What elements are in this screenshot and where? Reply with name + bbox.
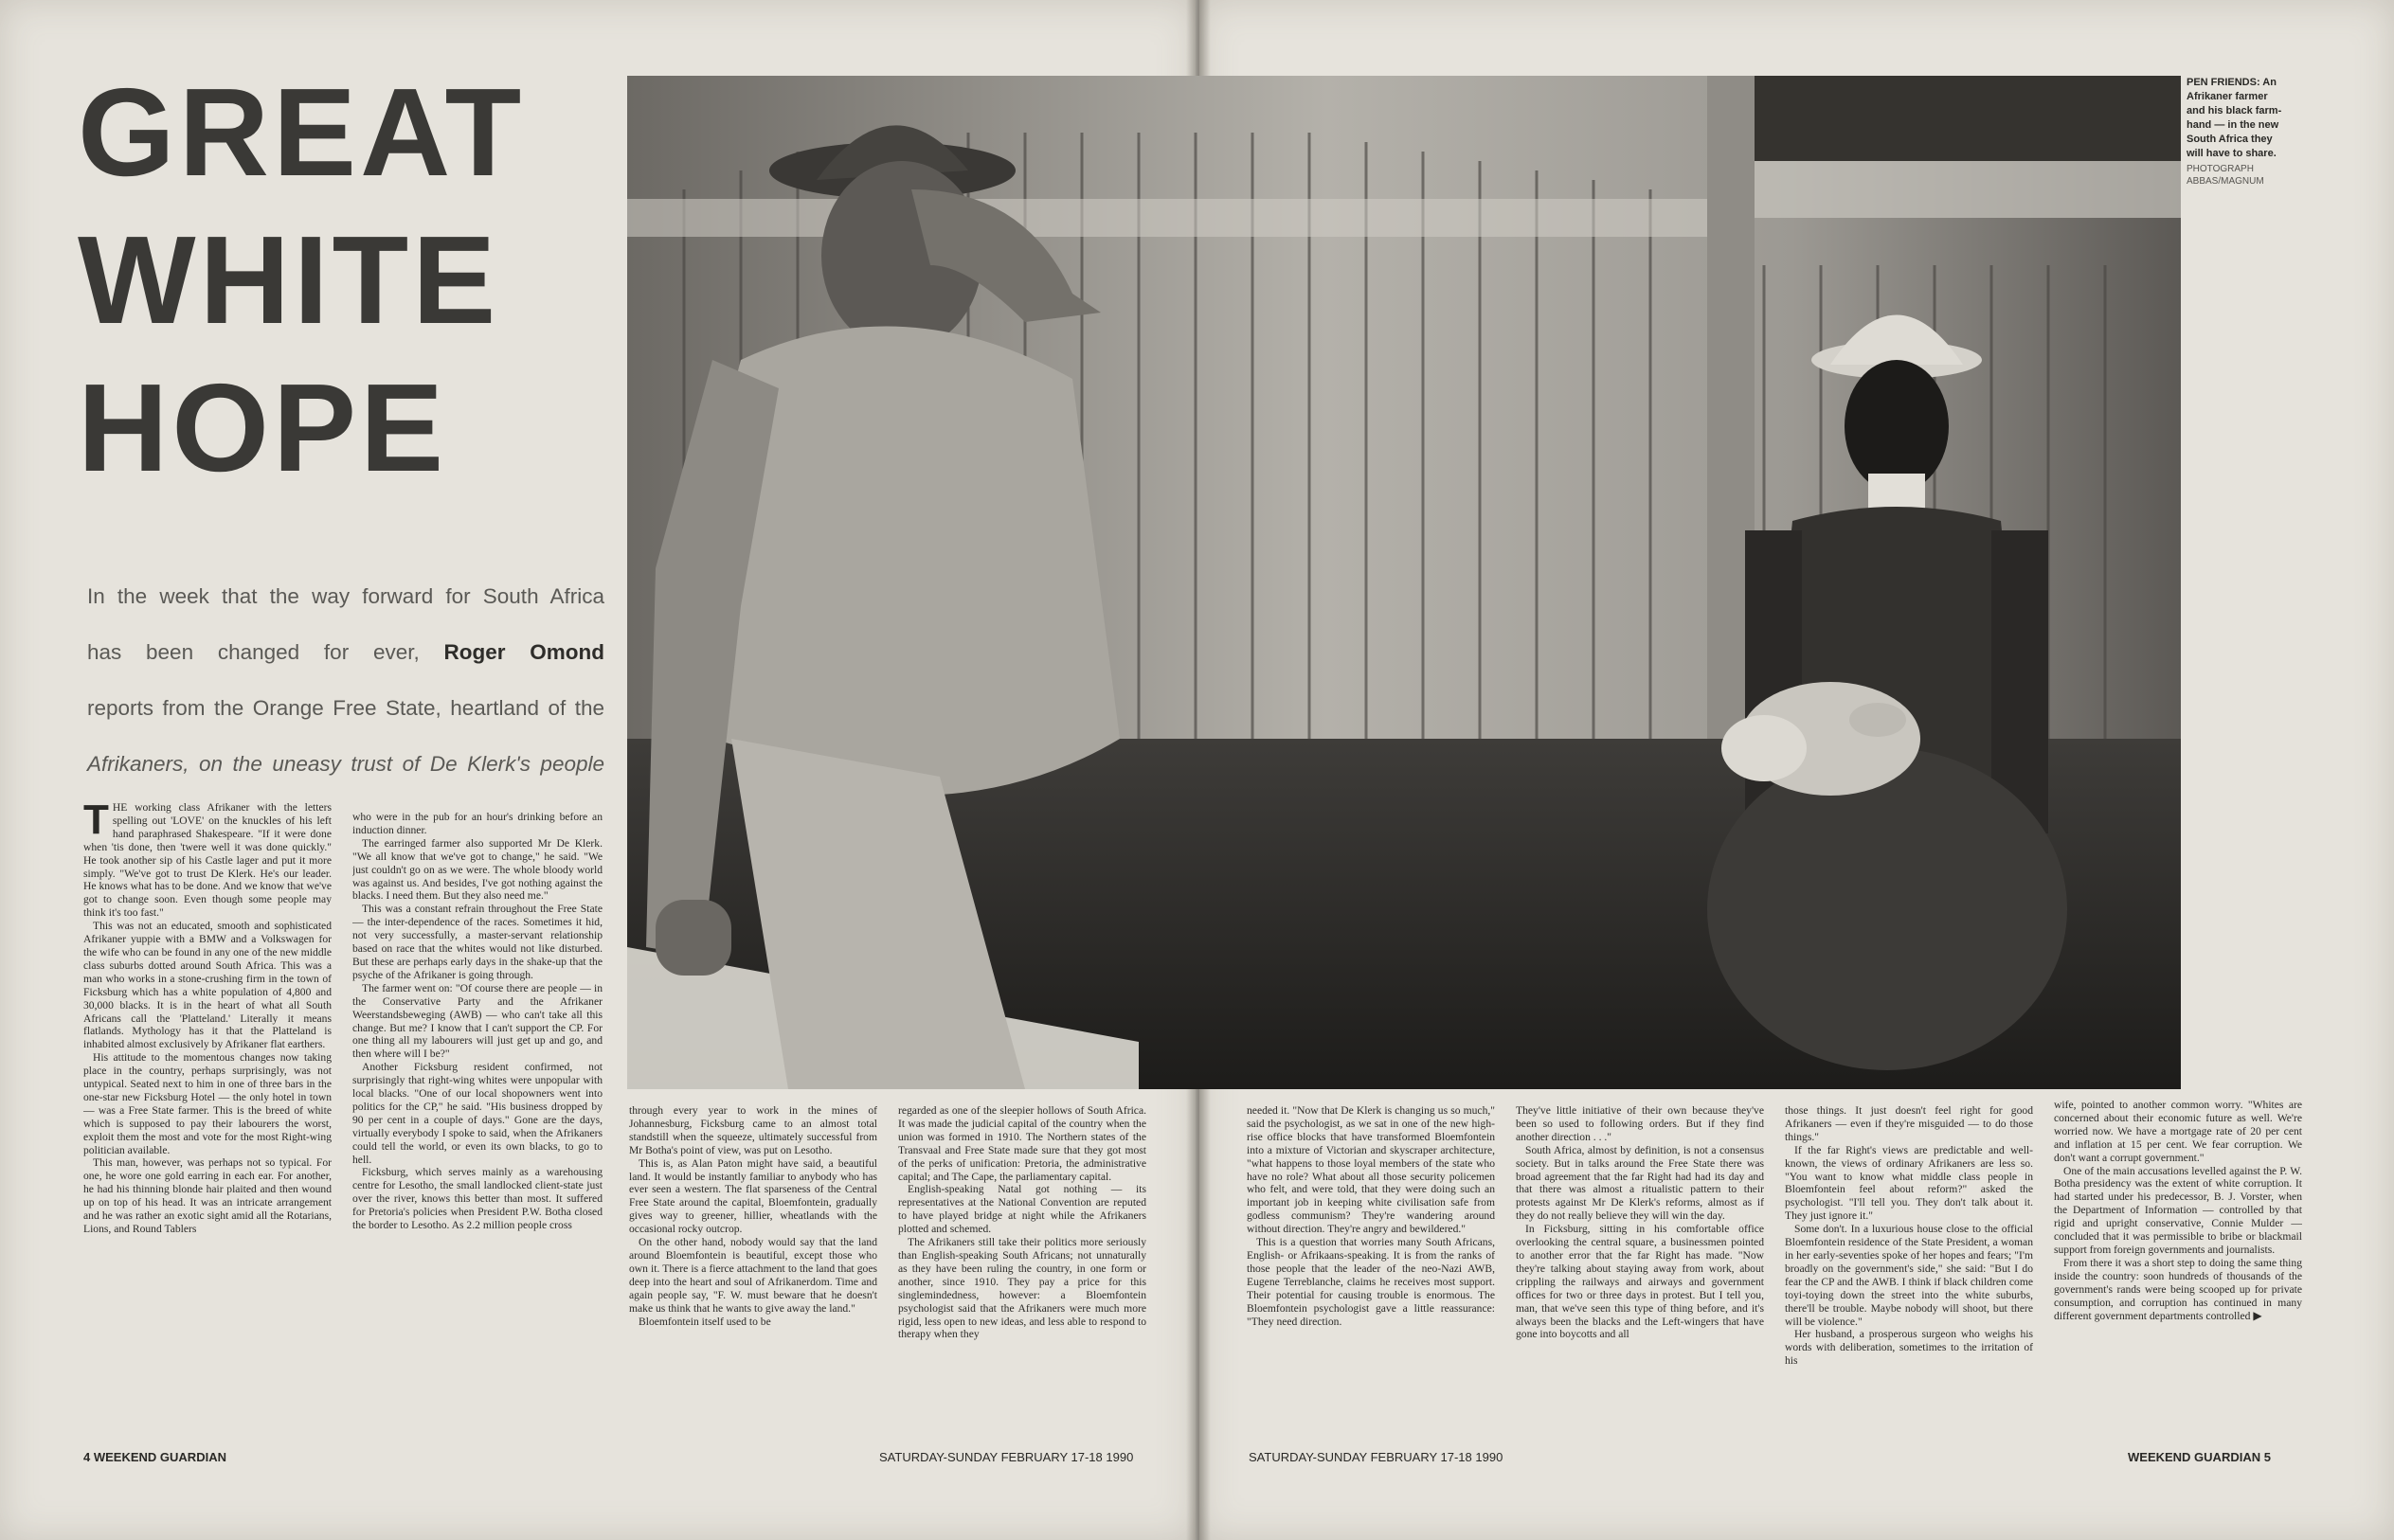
paragraph: through every year to work in the mines of Johannesburg, Ficksburg came to an almost total standstill when the squeeze, ultimately successful from Mr Botha's point of view, was put on Lesotho. [629,1104,877,1156]
paragraph: If the far Right's views are predictable and well-known, the views of ordinary Afrikaners are less so. "You want to know what middle class people in Bloemfontein feel about reform?" asked the psychologist. "I'll tell you. They don't talk about it. They just ignore it." [1785,1143,2033,1223]
page-number-right: 5 [2263,1450,2271,1464]
paragraph: Bloemfontein itself used to be [639,1315,771,1328]
paragraph: This man, however, was perhaps not so typical. For one, he wore one gold earring in each ear. For another, he had his thinning blonde hair plaited and then wound up on top of his head. It was an intricate arrangement and he was rather an exotic sight amid all the Rotarians, Lions, and Round Tablers [83,1156,332,1235]
drop-cap: T [83,801,109,843]
right-dateline: SATURDAY-SUNDAY FEBRUARY 17-18 1990 [1249,1450,1503,1464]
standfirst [87,568,604,792]
paragraph: This was a constant refrain throughout the Free State — the inter-dependence of the races. Sometimes it hid, not very successfully, a master-servant relationship based on race that the whites would not like disturbed. But these are perhaps early days in the shake-up that the psyche of the Afrikaner is going through. [352,903,603,981]
paragraph: The earringed farmer also supported Mr De Klerk. "We all know that we've got to change," he said. "We just couldn't go on as we were. The whole bloody world was against us. And besides, I've got nothing against the blacks. I need them. But they also need me." [352,836,603,903]
headline-line-3: HOPE [78,358,448,497]
caption-text: PEN FRIENDS: An Afrikaner farmer and his black farm-hand — in the new South Africa they will have to share. [2187,77,2282,159]
paragraph: Her husband, a prosperous surgeon who weighs his words with deliberation, sometimes to the irritation of his [1785,1328,2033,1368]
paragraph: This is, as Alan Paton might have said, a beautiful land. It would be instantly familiar to anybody who has ever seen a western. The flat sparseness of the Central Free State around the capital, Bloemfontein, gradually gives way to greener, hillier, wheatlands with the occasional rocky outcrop. [629,1156,877,1236]
standfirst-line-4: Afrikaners, on the uneasy trust of De Klerk's people [87,752,604,776]
paragraph: His attitude to the momentous changes now taking place in the country, perhaps surprisingly, was not untypical. Seated next to him in one of three bars in the one-star new Ficksburg Hotel — the only hotel in town — was a Free State farmer. This is the breed of white which is supposed to pay their labourers the worst, exploit them the most and vote for the most Right-wing politician available. [83,1051,332,1156]
continued-arrow-icon: ▶ [2253,1308,2262,1322]
body-column-4 [898,1104,1146,1443]
headline [78,59,608,502]
paragraph: Some don't. In a luxurious house close to the official Bloemfontein residence of the State President, a woman in her early-seventies spoke of her hopes and fears; "I'm broadly on the government's side," she said: "But I do fear the CP and the AWB. I think if black children come toyi-toying down the street into the white suburbs, there'll be trouble. Maybe nobody will shoot, but there will be violence." [1785,1223,2033,1328]
photo-caption [2187,76,2286,188]
paragraph: who were in the pub for an hour's drinking before an induction dinner. [352,811,603,836]
paragraph: those things. It just doesn't feel right for good Afrikaners — even if they're misguided — to do those things." [1785,1104,2033,1143]
paragraph: The farmer went on: "Of course there are people — in the Conservative Party and the Afrikaner Weerstandsbeweging (AWB) — who can't take all this change. But me? I know that I can't support the CP. For one thing all my labourers will just get up and go, and then where will I be?" [352,981,603,1061]
paragraph: One of the main accusations levelled against the P. W. Botha presidency was the extent of white corruption. It had started under his predecessor, B. J. Vorster, when the Department of Information — controlled by that rigid and upright conservative, Connie Mulder — concluded that it was permissible to bribe or blackmail support from foreign governments and journalists. [2054,1164,2302,1256]
standfirst-line-1: In the week that the way forward for South Africa [87,584,604,608]
paragraph-text: HE working class Afrikaner with the letters spelling out 'LOVE' on the knuckles of his left hand paraphrased Shakespeare. "If it were done when 'tis done, then 'twere well it was done quickly." He took another sip of his Castle lager and put it more simply. "We've got to trust De Klerk. He's our leader. He knows what has to be done. And we know that we've got to change soon. Even though some people may think it's too fast." [83,801,332,920]
paragraph: On the other hand, nobody would say that the land around Bloemfontein is beautiful, except those who own it. There is a fierce attachment to the land that goes deep into the heart and soul of Afrikanerdom. Time and again people say, "F. W. must beware that he doesn't make us think that he wants to give away the land." [629,1236,877,1315]
left-folio [83,1450,226,1464]
page-number-left: 4 [83,1450,91,1464]
body-column-2 [352,811,603,1443]
standfirst-line-2 [87,624,604,680]
headline-line-2: WHITE [78,210,500,349]
paragraph: This was not an educated, smooth and sophisticated Afrikaner yuppie with a BMW and a Volkswagen for the wife who can be found in any one of the new middle class suburbs dotted around South Africa. This was a man who works in a stone-crushing firm in the town of Ficksburg which has a white population of 4,800 and 30,000 blacks. It is in the heart of what all South Africans call the 'Platteland.' Literally it means flatlands. Mythology has it that the Platteland is inhabited almost exclusively by Afrikaner flat earthers. [83,920,332,1051]
publication-name-left: WEEKEND GUARDIAN [93,1450,226,1464]
left-dateline: SATURDAY-SUNDAY FEBRUARY 17-18 1990 [879,1450,1134,1464]
paragraph: Another Ficksburg resident confirmed, not surprisingly that right-wing whites were unpopular with local blacks. "One of our local shopowners went into politics for the CP," he said. "His business dropped by 90 per cent in a couple of days." Gone are the days, virtually everybody I spoke to said, when the Afrikaners could tell the world, or even its own blacks, to go to hell. [352,1061,603,1166]
fence-rail [627,199,1726,237]
publication-name-right: WEEKEND GUARDIAN [2128,1450,2261,1464]
paragraph [83,801,332,920]
paragraph: regarded as one of the sleepier hollows of South Africa. It was made the judicial capital of the country when the union was formed in 1910. The Northern states of the Transvaal and Free State made sure that they got most of the perks of unification: Pretoria, the administrative capital; and The Cape, the parliamentary capital. [898,1104,1146,1183]
right-folio [2128,1450,2271,1464]
paragraph: English-speaking Natal got nothing — its representatives at the National Convention are reputed to have played bridge at night while the Afrikaners plotted and schemed. [898,1183,1146,1236]
headline-line-1: GREAT [78,63,526,202]
paragraph: Ficksburg, which serves mainly as a warehousing centre for Lesotho, the small landlocked client-state just over the river, knows this better than most. It suffered for Pretoria's policies when President P.W. Botha closed the border to Lesotho. As 2.2 million people cross [352,1166,603,1232]
body-column-3 [629,1104,877,1443]
paragraph: South Africa, almost by definition, is not a consensus society. But in talks around the Free State there was broad agreement that the far Right had had its day and that there was almost a ritualistic pattern to their protests against Mr De Klerk's reforms, almost as if they do not really believe they will win the day. [1516,1143,1764,1223]
standfirst-line-3: reports from the Orange Free State, heartland of the [87,696,604,720]
body-column-5 [1247,1104,1495,1443]
paragraph: wife, pointed to another common worry. "Whites are concerned about their economic future as well. We're worried now. We have a mortgage rate of 20 per cent and inflation at 15 per cent. We fear corruption. We don't want a corrupt government." [2054,1099,2302,1164]
standfirst-line-2-text: has been changed for ever, [87,640,420,664]
paragraph: This is a question that worries many South Africans, English- or Afrikaans-speaking. It is from the ranks of those people that the leader of the neo-Nazi AWB, Eugene Terreblanche, claims he receives most support. Their potential for causing trouble is enormous. The Bloemfontein psychologist gave a little reassurance: "They need direction. [1247,1236,1495,1328]
paragraph-text: From there it was a short step to doing the same thing inside the country: soon hundreds of thousands of the government's rands were being scooped up for private consumption, and corruption has continued in many different government departments controlled [2054,1256,2302,1322]
paragraph: needed it. "Now that De Klerk is changing us so much," said the psychologist, as we sat in one of the new high-rise office blocks that have transformed Bloemfontein into a mixture of Victorian and skyscraper architecture, "what happens to those loyal members of the state who have no role? What about all those security policemen who felt, and were told, that they were doing such an important job in keeping white civilisation safe from godless communism? They're wandering around without direction. They're angry and bewildered." [1247,1104,1495,1236]
paragraph: The Afrikaners still take their politics more seriously than English-speaking South Africans; not unnaturally as they have been ruling the country, in one form or another, since 1910. They pay a price for this singlemindedness, however: a Bloemfontein psychologist said that the Afrikaners were much more rigid, less open to new ideas, and less able to respond to therapy when they [898,1236,1146,1341]
paragraph: They've little initiative of their own because they've been so used to following orders. But if they find another direction . . ." [1516,1104,1764,1143]
body-column-8 [2054,1099,2302,1443]
body-column-7 [1785,1104,2033,1443]
photo-credit: PHOTOGRAPH ABBAS/MAGNUM [2187,164,2264,187]
body-column-6 [1516,1104,1764,1443]
byline-author: Roger Omond [443,640,605,664]
photograph [627,76,2181,1089]
photo-illustration [627,76,2181,1089]
paragraph [2054,1257,2302,1323]
paragraph: In Ficksburg, sitting in his comfortable office overlooking the central square, a businessmen pointed to another error that the far Right has made. "Now they're talking about staying away from work, about crippling the railways and airways and government offices for two or three days in protest. But I tell you, man, that we've seen this type of thing before, and it's always been the blacks and the Left-wingers that have gone into boycotts and all [1516,1223,1764,1341]
shed-roof [1755,76,2181,161]
body-column-1 [83,801,332,1443]
